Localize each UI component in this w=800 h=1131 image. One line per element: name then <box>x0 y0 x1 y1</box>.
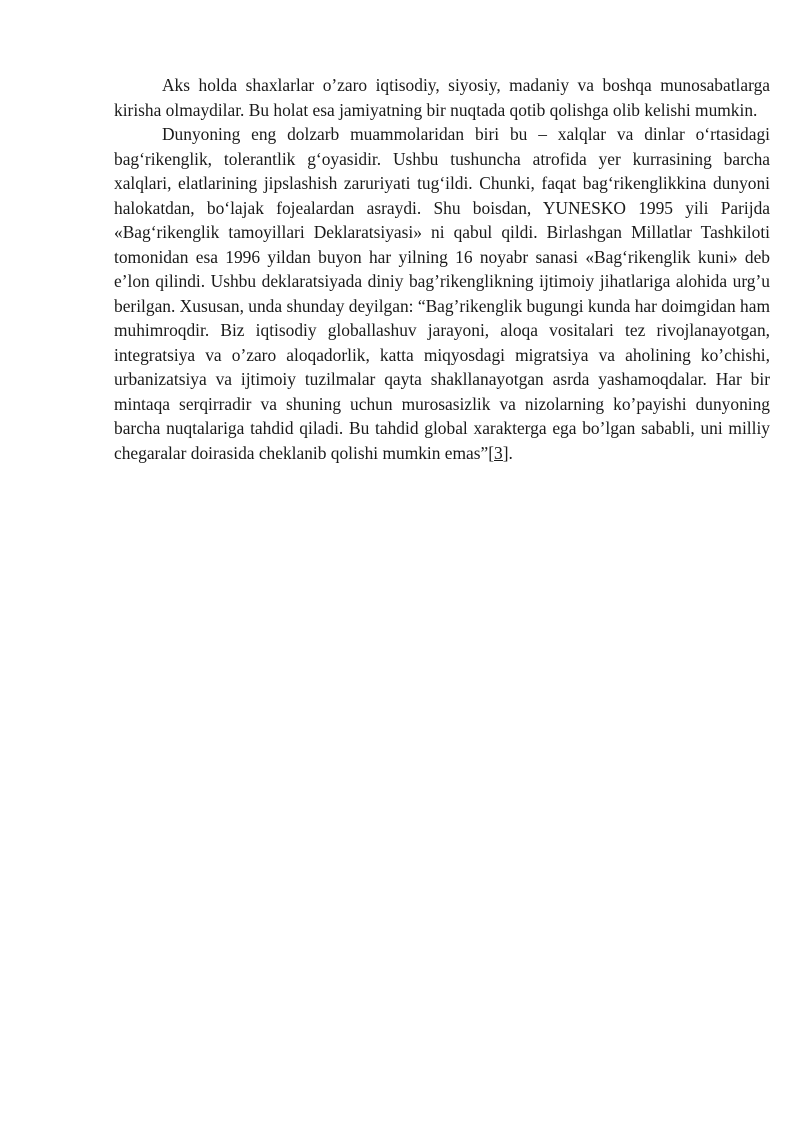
document-page <box>114 73 770 465</box>
paragraph-2-trailing: . <box>508 442 513 463</box>
paragraph-1-text: Aks holda shaxlarlar o’zaro iqtisodiy, siyosiy, madaniy va boshqa munosabatlarga kirisha olmaydilar. Bu holat esa jamiyatning bir nuqtada qotib qolishga olib kelishi mumkin. <box>114 75 770 120</box>
paragraph-2-text: Dunyoning eng dolzarb muammolaridan biri bu – xalqlar va dinlar o‘rtasidagi bag‘rikenglik, tolerantlik g‘oyasidir. Ushbu tushuncha atrofida yer kurrasining barcha xalqlari, elatlarining jipslashish zaruriyati tug‘ildi. Chunki, faqat bag‘rikenglikkina dunyoni halokatdan, bo‘lajak fojealardan asraydi. Shu boisdan, YUNESKO 1995 yili Parijda «Bag‘rikenglik tamoyillari Deklaratsiyasi» ni qabul qildi. Birlashgan Millatlar Tashkiloti tomonidan esa 1996 yildan buyon har yilning 16 noyabr sanasi «Bag‘rikenglik kuni» deb e’lon qilindi. Ushbu deklaratsiyada diniy bag’rikenglikning ijtimoiy jihatlariga alohida urg’u berilgan. Xususan, unda shunday deyilgan: “Bag’rikenglik bugungi kunda har doimgidan ham muhimroqdir. Biz iqtisodiy globallashuv jarayoni, aloqa vositalari tez rivojlanayotgan, integratsiya va o’zaro aloqadorlik, katta miqyosdagi migratsiya va aholining ko’chishi, urbanizatsiya va ijtimoiy tuzilmalar qayta shakllanayotgan asrda yashamoqdalar. Har bir mintaqa serqirradir va shuning uchun murosasizlik va nizolarning ko’payishi dunyoning barcha nuqtalariga tahdid qiladi. Bu tahdid global xarakterga ega bo’lgan sababli, uni milliy chegaralar doirasida cheklanib qolishi mumkin emas” <box>114 124 770 463</box>
paragraph-1 <box>114 73 770 122</box>
reference-link[interactable]: [3] <box>488 442 509 463</box>
paragraph-2 <box>114 122 770 465</box>
